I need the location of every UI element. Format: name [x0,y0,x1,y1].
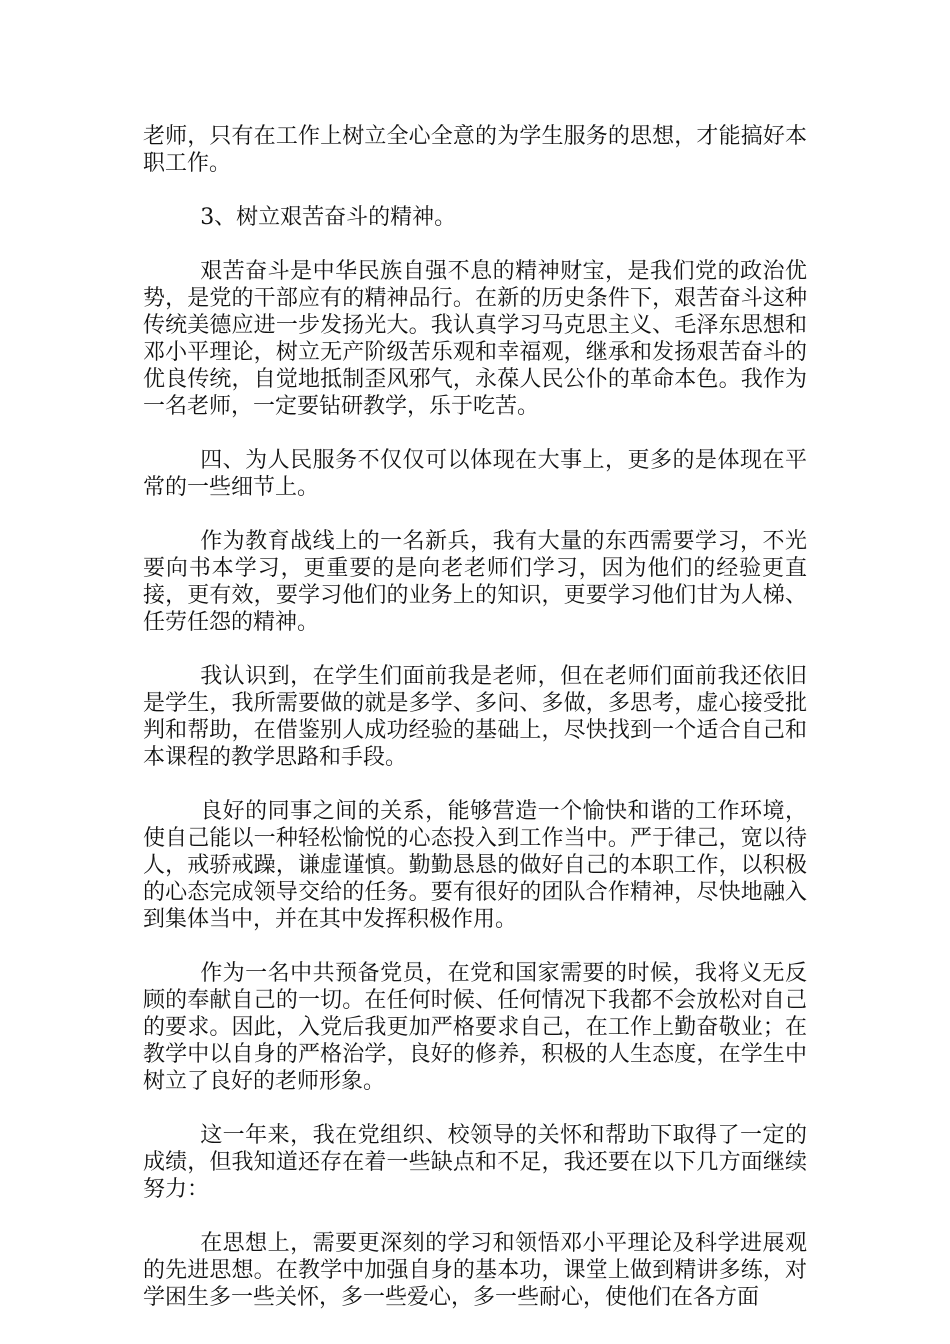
paragraph-2: 3、树立艰苦奋斗的精神。 [200,205,457,230]
document-body [143,123,807,1311]
paragraph-4: 四、为人民服务不仅仅可以体现在大事上，更多的是体现在平常的一些细节上。 [143,448,807,500]
paragraph-3: 艰苦奋斗是中华民族自强不息的精神财宝，是我们党的政治优势，是党的干部应有的精神品行。在新的历史条件下，艰苦奋斗这种传统美德应进一步发扬光大。我认真学习马克思主义、毛泽东思想和邓小平理论，树立无产阶级苦乐观和幸福观，继承和发扬艰苦奋斗的优良传统，自觉地抵制歪风邪气，永葆人民公仆的革命本色。我作为一名老师，一定要钻研教学，乐于吃苦。 [143,259,807,419]
paragraph-6: 我认识到，在学生们面前我是老师，但在老师们面前我还依旧是学生，我所需要做的就是多学、多问、多做，多思考，虚心接受批判和帮助，在借鉴别人成功经验的基础上，尽快找到一个适合自己和本课程的教学思路和手段。 [143,664,807,770]
paragraph-8: 作为一名中共预备党员，在党和国家需要的时候，我将义无反顾的奉献自己的一切。在任何时候、任何情况下我都不会放松对自己的要求。因此，入党后我更加严格要求自己，在工作上勤奋敬业；在教学中以自身的严格治学，良好的修养，积极的人生态度，在学生中树立了良好的老师形象。 [143,961,807,1094]
paragraph-5: 作为教育战线上的一名新兵，我有大量的东西需要学习，不光要向书本学习，更重要的是向老老师们学习，因为他们的经验更直接，更有效，要学习他们的业务上的知识，更要学习他们甘为人梯、任劳任怨的精神。 [143,529,807,635]
paragraph-1: 老师，只有在工作上树立全心全意的为学生服务的思想，才能搞好本职工作。 [143,124,807,176]
paragraph-9: 这一年来，我在党组织、校领导的关怀和帮助下取得了一定的成绩，但我知道还存在着一些缺点和不足，我还要在以下几方面继续努力： [143,1123,807,1202]
paragraph-7: 良好的同事之间的关系，能够营造一个愉快和谐的工作环境，使自己能以一种轻松愉悦的心态投入到工作当中。严于律己，宽以待人，戒骄戒躁，谦虚谨慎。勤勤恳恳的做好自己的本职工作，以积极的心态完成领导交给的任务。要有很好的团队合作精神，尽快地融入到集体当中，并在其中发挥积极作用。 [143,799,807,932]
paragraph-10: 在思想上，需要更深刻的学习和领悟邓小平理论及科学进展观的先进思想。在教学中加强自身的基本功，课堂上做到精讲多练，对学困生多一些关怀，多一些爱心，多一些耐心，使他们在各方面 [143,1231,807,1310]
